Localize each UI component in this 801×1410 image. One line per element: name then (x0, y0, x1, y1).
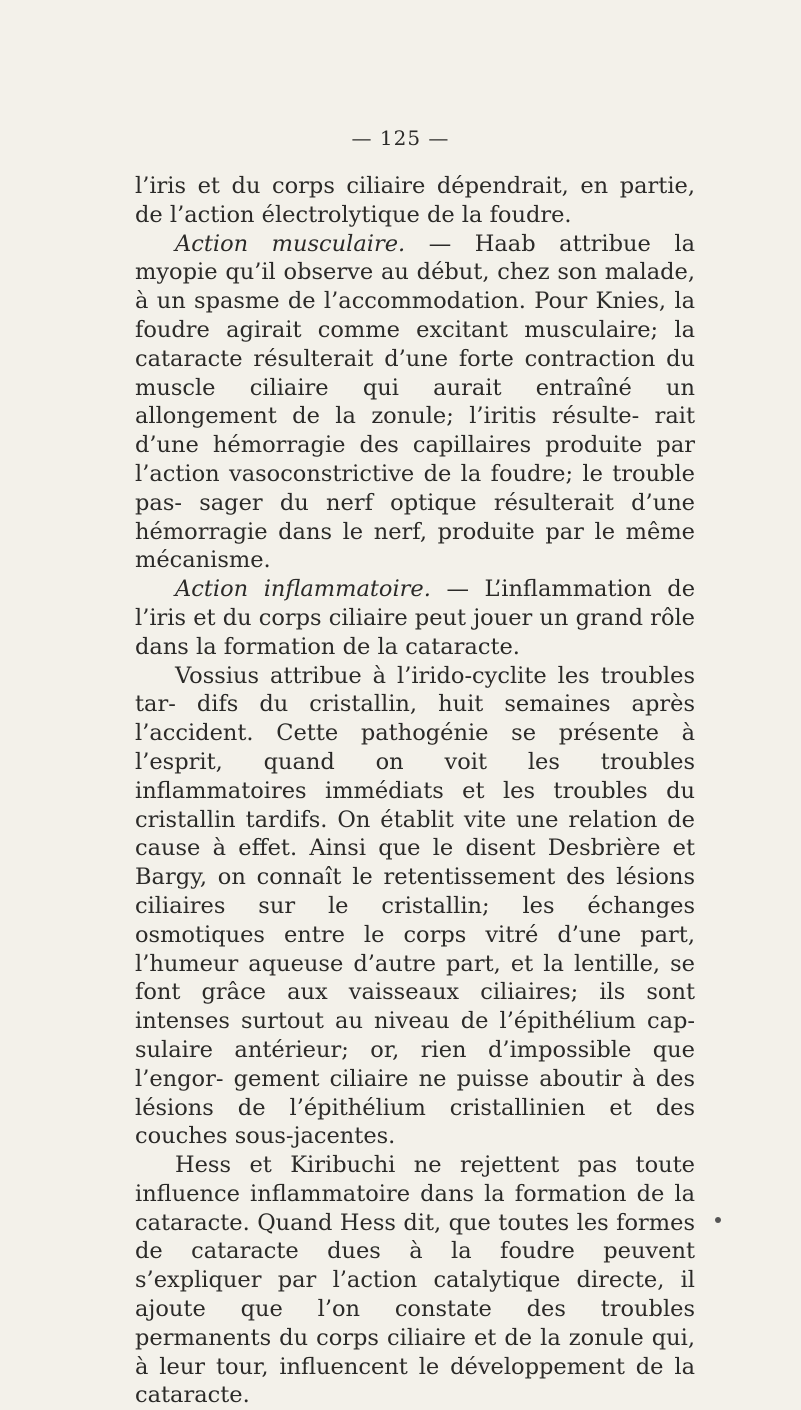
paragraph-5 (135, 1151, 695, 1410)
paragraph-2 (135, 230, 695, 576)
paragraph-2-text: — Haab attribue la myopie qu’il observe au début, chez son malade, à un spasme de l’accommodation. Pour Knies, la foudre agirait comme excitant musculaire; la cataracte résulterait d’une forte contraction du muscle ciliaire qui aurait entraîné un allongement de la zonule; l’iritis résulte- rait d’une hémorragie des capillaires produite par l’action vasoconstrictive de la foudre; le trouble pas- sager du nerf optique résulterait d’une hémorragie dans le nerf, produite par le même mécanisme. (135, 230, 695, 574)
paragraph-5-text: Hess et Kiribuchi ne rejettent pas toute influence inflammatoire dans la formation de la cataracte. Quand Hess dit, que toutes les formes de cataracte dues à la foudre peuvent s’expliquer par l’action catalytique directe, il ajoute que l’on constate des troubles permanents du corps ciliaire et de la zonule qui, à leur tour, influencent le développement de la cataracte. (135, 1152, 695, 1409)
paragraph-4-text: Vossius attribue à l’irido-cyclite les troubles tar- difs du cristallin, huit semaines après l’accident. Cette pathogénie se présente à l’esprit, quand on voit les troubles inflammatoires immédiats et les troubles du cristallin tardifs. On établit vite une relation de cause à effet. Ainsi que le disent Desbrière et Bargy, on connaît le retentissement des lésions ciliaires sur le cristallin; les échanges osmotiques entre le corps vitré d’une part, l’humeur aqueuse d’autre part, et la lentille, se font grâce aux vaisseaux ciliaires; ils sont intenses surtout au niveau de l’épithélium cap- sulaire antérieur; or, rien d’impossible que l’engor- gement ciliaire ne puisse aboutir à des lésions de l’épithélium cristallinien et des couches sous-jacentes. (135, 662, 695, 1150)
section-heading-action-inflammatoire: Action inflammatoire. (175, 576, 431, 603)
page-number: — 125 — (351, 126, 450, 150)
bullet-mark (715, 1217, 721, 1223)
paragraph-1 (135, 172, 695, 230)
body-text (135, 172, 695, 1410)
paragraph-3 (135, 575, 695, 661)
paragraph-3-text: — L’inflammation de l’iris et du corps ciliaire peut jouer un grand rôle dans la formation de la cataracte. (135, 576, 696, 660)
paragraph-1-text: l’iris et du corps ciliaire dépendrait, en partie, de l’action électrolytique de la foudre. (135, 173, 695, 228)
section-heading-action-musculaire: Action musculaire. (175, 230, 406, 257)
paragraph-4 (135, 662, 695, 1152)
